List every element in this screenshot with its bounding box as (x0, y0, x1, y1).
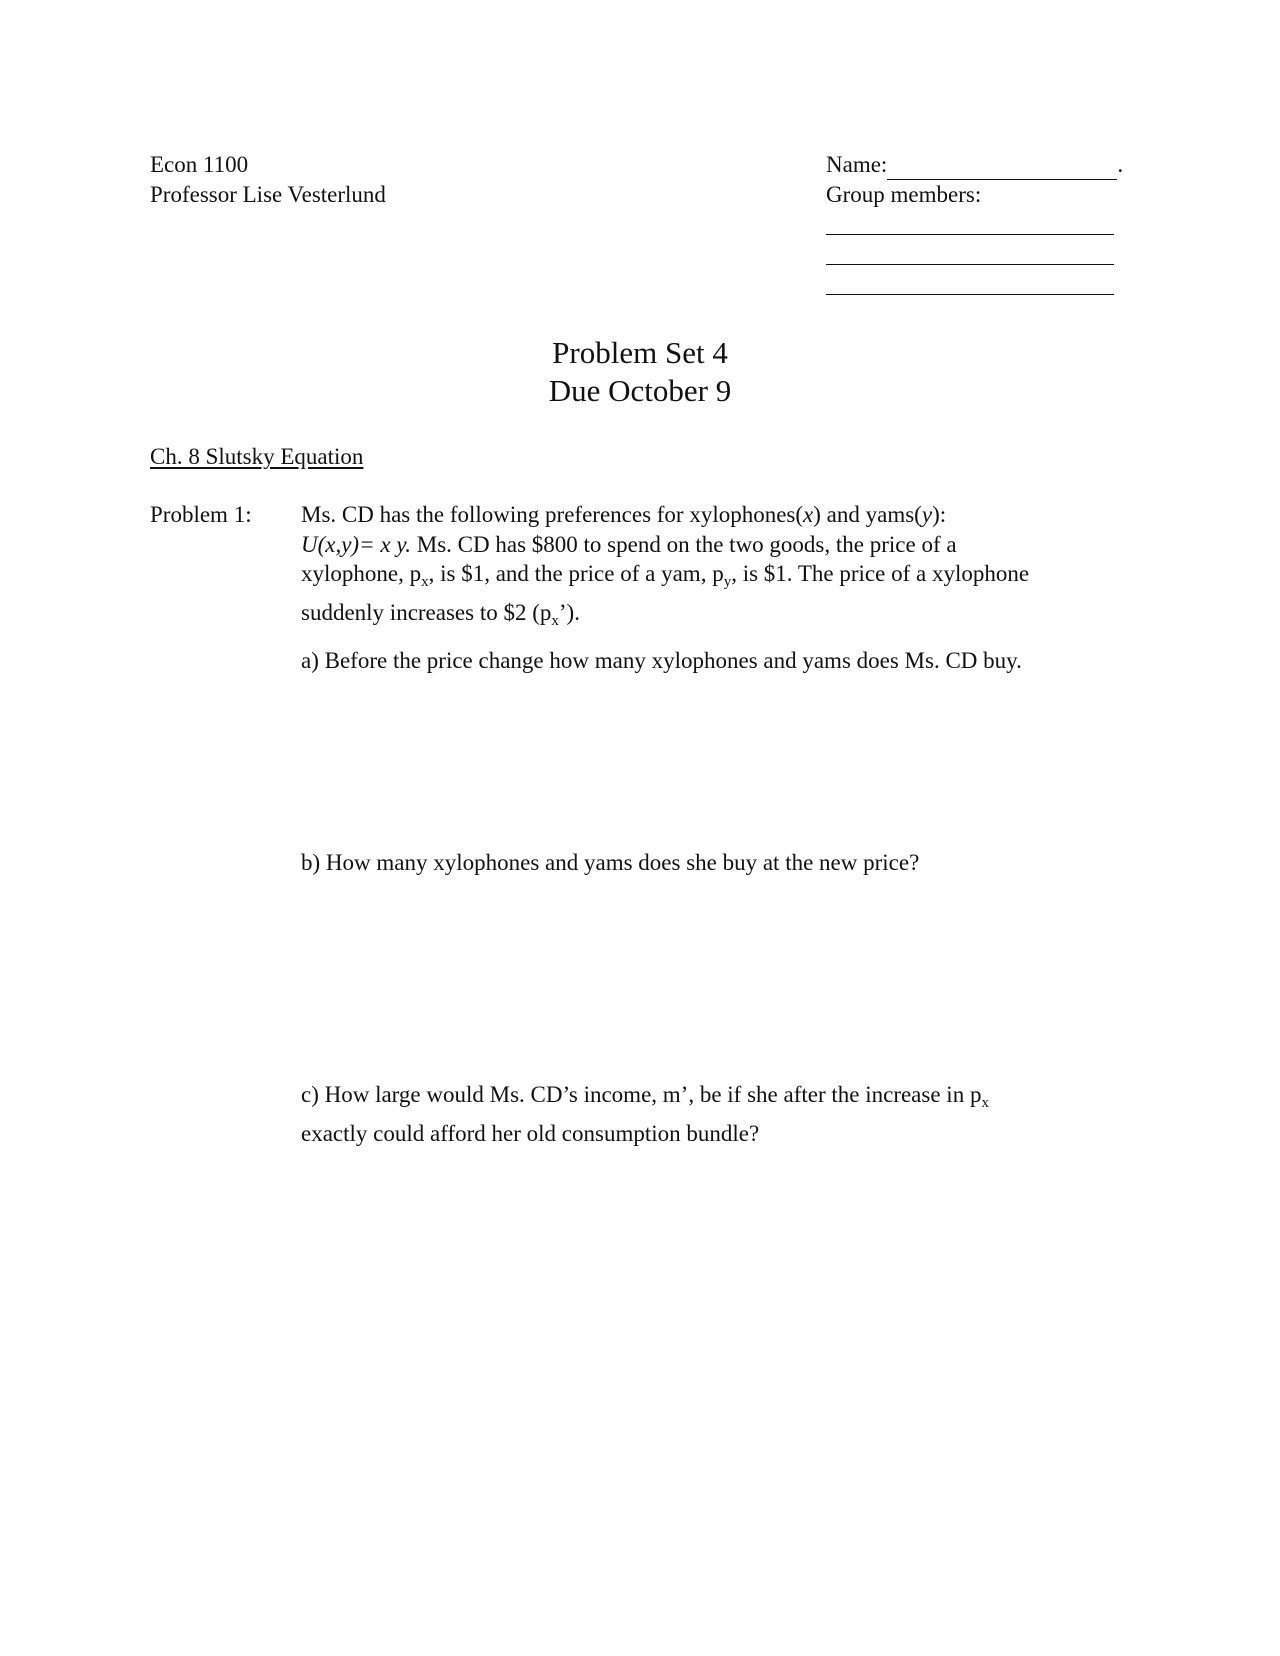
professor-name: Professor Lise Vesterlund (150, 182, 386, 207)
title-line-1: Problem Set 4 (552, 335, 728, 370)
group-member-blank-2 (826, 240, 1114, 265)
part-c-line-2: exactly could afford her old consumption bundle? (301, 1120, 760, 1146)
intro-line-2: U(x,y)= x y. Ms. CD has $800 to spend on the two goods, the price of a (301, 531, 957, 557)
group-members-label: Group members: (826, 182, 982, 207)
title-line-2: Due October 9 (548, 373, 732, 409)
part-b-question: b) How many xylophones and yams does she buy at the new price? (301, 850, 920, 875)
utility-function: U(x,y)= x y. (301, 531, 412, 557)
problem-1-label: Problem 1: (150, 502, 252, 527)
part-c-question (301, 1080, 1101, 1148)
course-name: Econ 1100 (150, 152, 249, 177)
page-title (440, 334, 840, 410)
intro-line-1: Ms. CD has the following preferences for xylophones(x) and yams(y): (301, 502, 947, 527)
name-field (826, 150, 1123, 180)
part-a-question: a) Before the price change how many xylophones and yams does Ms. CD buy. (301, 648, 1022, 673)
section-heading: Ch. 8 Slutsky Equation (150, 444, 364, 469)
name-suffix: . (1117, 152, 1124, 177)
name-label: Name: (826, 152, 888, 177)
group-member-blank-1 (826, 210, 1114, 235)
name-blank (887, 150, 1117, 180)
intro-line-3: xylophone, $p_x$, is $1, and the price of a yam, $p_y$, is $1. The price of a xylophone (301, 561, 1030, 590)
part-c-line-1: c) How large would Ms. CD’s income, m’, be if she after the increase in $p_x$ (301, 1082, 989, 1111)
group-member-blank-3 (826, 270, 1114, 295)
intro-line-4: suddenly increases to $2 $(p_x’)$. (301, 599, 580, 629)
problem-1-intro (301, 500, 1101, 636)
